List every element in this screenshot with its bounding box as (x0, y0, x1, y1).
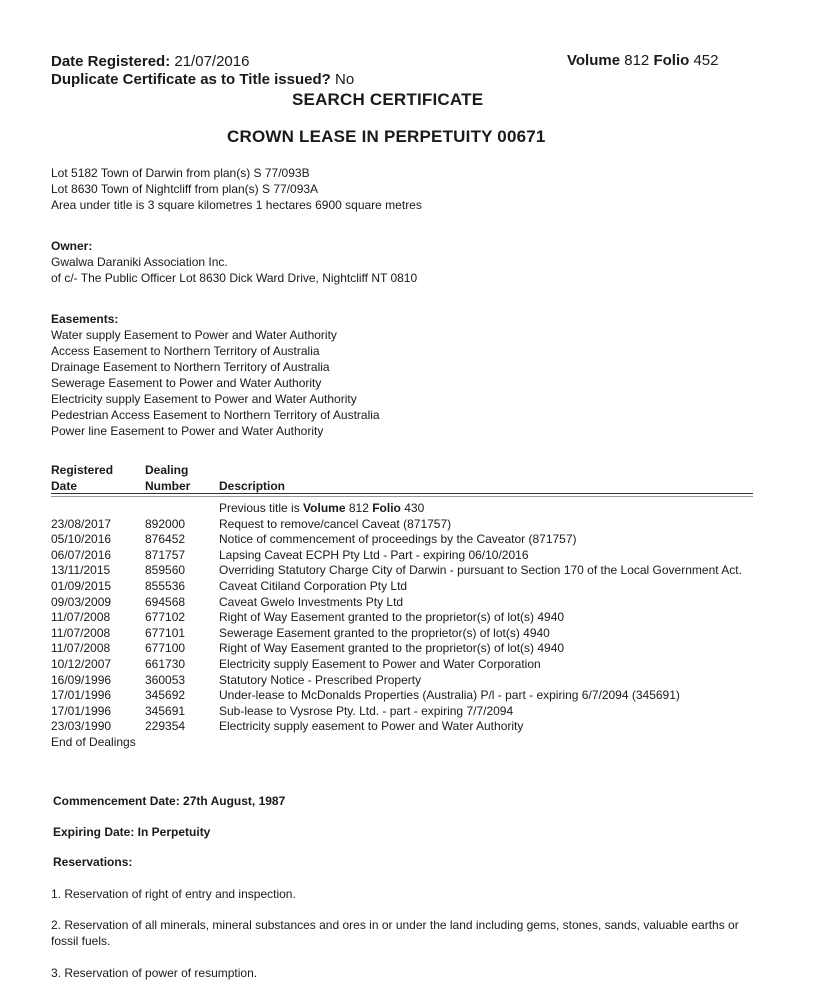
dealing-number: 661730 (145, 656, 186, 671)
duplicate-certificate (51, 71, 354, 88)
date-registered-value: 21/07/2016 (174, 53, 250, 70)
dealing-date: 06/07/2016 (51, 547, 112, 562)
dealing-date: 23/03/1990 (51, 719, 112, 734)
owner-line: of c/- The Public Officer Lot 8630 Dick Ward Drive, Nightcliff NT 0810 (51, 271, 418, 285)
lease-title: CROWN LEASE IN PERPETUITY 00671 (227, 127, 546, 146)
reservation-item: 2. Reservation of all minerals, mineral substances and ores in or under the land including gems, stones, sands, valuable earths or fossil fuels. (51, 918, 739, 948)
easement-item: Water supply Easement to Power and Water Authority (51, 328, 337, 342)
header-date: Date (51, 479, 78, 493)
table-row (51, 641, 771, 657)
owner-section (51, 238, 417, 286)
volume-value: 812 (624, 52, 650, 69)
table-row (51, 595, 771, 611)
dealing-description: Caveat Citiland Corporation Pty Ltd (219, 578, 408, 593)
header-registered-date (51, 462, 113, 494)
dealing-number: 892000 (145, 516, 186, 531)
dealing-date: 13/11/2015 (51, 563, 111, 578)
lot-line: Lot 8630 Town of Nightcliff from plan(s) S 77/093A (51, 182, 319, 196)
dealing-number: 677100 (145, 641, 186, 656)
owner-line: Gwalwa Daraniki Association Inc. (51, 255, 228, 269)
table-row (51, 532, 771, 548)
dealing-date: 11/07/2008 (51, 641, 111, 656)
dealing-date: 23/08/2017 (51, 516, 112, 531)
dealing-date: 16/09/1996 (51, 672, 112, 687)
dealing-number: 229354 (145, 719, 186, 734)
dealing-number: 677101 (145, 625, 186, 640)
date-registered (51, 53, 249, 70)
dealing-description: Request to remove/cancel Caveat (871757) (219, 516, 452, 531)
dealing-description: Overriding Statutory Charge City of Darwin - pursuant to Section 170 of the Local Government Act. (219, 563, 742, 578)
dealing-number: 677102 (145, 610, 186, 625)
dealing-description: Under-lease to McDonalds Properties (Australia) P/l - part - expiring 6/7/2094 (345691) (219, 688, 680, 703)
folio-label: Folio (653, 52, 690, 69)
dealing-date: 17/01/1996 (51, 703, 112, 718)
table-row (51, 563, 771, 579)
end-of-dealings (51, 735, 771, 751)
header-number: Number (145, 479, 191, 493)
previous-volume-label: Volume (303, 501, 346, 515)
duplicate-label: Duplicate Certificate as to Title issued? (51, 71, 331, 88)
easement-item: Electricity supply Easement to Power and Water Authority (51, 392, 357, 406)
dealing-number: 345692 (145, 688, 186, 703)
dealing-description: Right of Way Easement granted to the proprietor(s) of lot(s) 4940 (219, 610, 565, 625)
dealing-date: 11/07/2008 (51, 610, 111, 625)
table-row (51, 688, 771, 704)
dealing-number: 871757 (145, 547, 186, 562)
dealing-description: Sub-lease to Vysrose Pty. Ltd. - part - expiring 7/7/2094 (219, 703, 514, 718)
table-row (51, 579, 771, 595)
dealing-date: 05/10/2016 (51, 532, 112, 547)
easement-item: Access Easement to Northern Territory of Australia (51, 344, 320, 358)
volume-folio (567, 52, 718, 69)
lot-line: Lot 5182 Town of Darwin from plan(s) S 77/093B (51, 166, 310, 180)
dealing-date: 09/03/2009 (51, 594, 112, 609)
previous-title-row (51, 501, 771, 517)
owner-label: Owner: (51, 239, 93, 253)
dealing-number: 360053 (145, 672, 186, 687)
easement-item: Pedestrian Access Easement to Northern Territory of Australia (51, 408, 380, 422)
dealing-description: Electricity supply easement to Power and Water Authority (219, 719, 524, 734)
lot-details (51, 165, 422, 213)
table-row (51, 548, 771, 564)
dealings-table (51, 501, 771, 751)
reservation-item: 3. Reservation of power of resumption. (51, 966, 258, 980)
dealing-number: 694568 (145, 594, 186, 609)
folio-value: 452 (693, 52, 719, 69)
reservations-label: Reservations: (53, 855, 133, 869)
dealing-number: 876452 (145, 532, 186, 547)
table-row (51, 610, 771, 626)
page-title: SEARCH CERTIFICATE (292, 90, 484, 109)
area-line: Area under title is 3 square kilometres 1 hectares 6900 square metres (51, 198, 422, 212)
easements-section (51, 311, 380, 439)
dealing-number: 855536 (145, 578, 186, 593)
reservation-item: 1. Reservation of right of entry and inspection. (51, 887, 296, 901)
table-row (51, 626, 771, 642)
dealing-description: Electricity supply Easement to Power and Water Corporation (219, 656, 541, 671)
table-row (51, 673, 771, 689)
dealing-number: 859560 (145, 563, 186, 578)
header-registered: Registered (51, 463, 114, 477)
previous-folio-label: Folio (372, 501, 401, 515)
header-dealing-number (145, 462, 190, 494)
easements-label: Easements: (51, 312, 119, 326)
header-dealing: Dealing (145, 463, 189, 477)
dealing-date: 11/07/2008 (51, 625, 111, 640)
end-of-dealings-text: End of Dealings (51, 734, 136, 749)
easement-item: Sewerage Easement to Power and Water Authority (51, 376, 322, 390)
table-row (51, 719, 771, 735)
volume-label: Volume (567, 52, 621, 69)
duplicate-value: No (334, 71, 355, 88)
date-registered-label: Date Registered: (51, 53, 171, 70)
dealing-description: Caveat Gwelo Investments Pty Ltd (219, 594, 404, 609)
header-description: Description (219, 479, 286, 493)
easement-item: Power line Easement to Power and Water Authority (51, 424, 324, 438)
table-row (51, 704, 771, 720)
dealing-date: 01/09/2015 (51, 578, 112, 593)
easement-item: Drainage Easement to Northern Territory of Australia (51, 360, 330, 374)
dealing-number: 345691 (145, 703, 186, 718)
expiring-date: Expiring Date: In Perpetuity (53, 825, 211, 839)
dealing-description: Right of Way Easement granted to the proprietor(s) of lot(s) 4940 (219, 641, 565, 656)
dealing-description: Sewerage Easement granted to the proprietor(s) of lot(s) 4940 (219, 625, 550, 640)
commencement-date: Commencement Date: 27th August, 1987 (53, 794, 286, 808)
dealing-description: Notice of commencement of proceedings by the Caveator (871757) (219, 532, 577, 547)
table-row (51, 657, 771, 673)
dealing-date: 17/01/1996 (51, 688, 112, 703)
dealing-date: 10/12/2007 (51, 656, 112, 671)
previous-title-prefix: Previous title is (219, 501, 300, 515)
table-rule (51, 493, 753, 494)
dealing-description: Lapsing Caveat ECPH Pty Ltd - Part - expiring 06/10/2016 (219, 547, 529, 562)
previous-volume-value: 812 (348, 501, 369, 515)
previous-folio-value: 430 (404, 501, 425, 515)
table-rule-secondary (51, 496, 753, 497)
table-row (51, 517, 771, 533)
dealing-description: Statutory Notice - Prescribed Property (219, 672, 422, 687)
